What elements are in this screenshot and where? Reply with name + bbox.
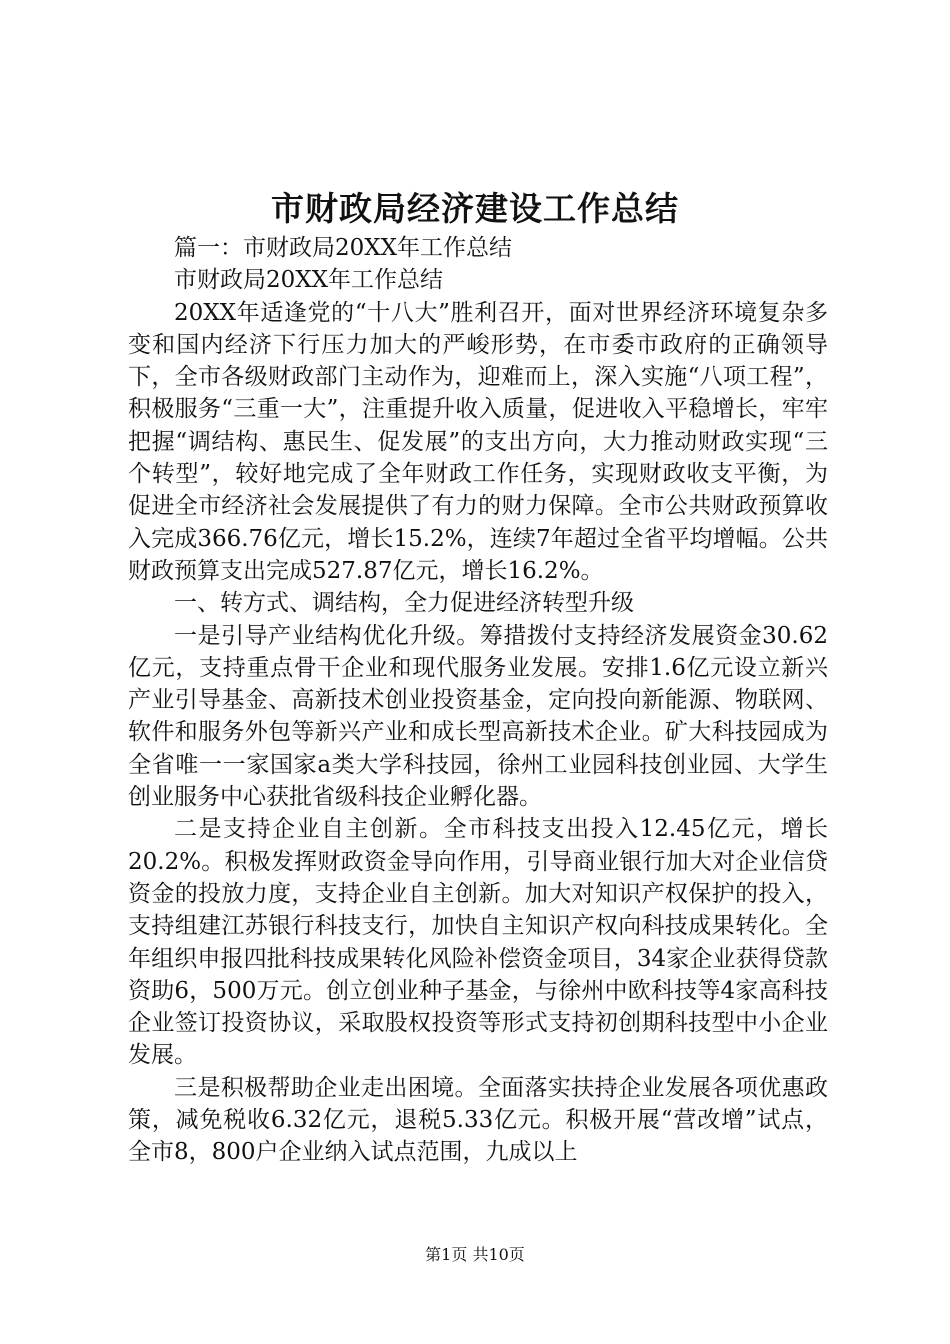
document-body [128, 232, 828, 1169]
paragraph-point-three: 三是积极帮助企业走出困境。全面落实扶持企业发展各项优惠政策，减免税收6.32亿元，退税5.33亿元。积极开展“营改增”试点，全市8，800户企业纳入试点范围，九成以上 [128, 1074, 828, 1166]
page-footer: 第1页 共10页 [425, 1245, 525, 1264]
paragraph-section-heading: 篇一：市财政局20XX年工作总结 [174, 235, 513, 261]
document-title: 市财政局经济建设工作总结 [271, 189, 679, 228]
paragraph-subtitle: 市财政局20XX年工作总结 [174, 267, 444, 294]
paragraph-intro: 20XX年适逢党的“十八大”胜利召开，面对世界经济环境复杂多变和国内经济下行压力加大的严峻形势，在市委市政府的正确领导下，全市各级财政部门主动作为，迎难而上，深入实施“八项工程”，积极服务“三重一大”，注重提升收入质量，促进收入平稳增长，牢牢把握“调结构、惠民生、促发展”的支出方向，大力推动财政实现“三个转型”，较好地完成了全年财政工作任务，实现财政收支平衡，为促进全市经济社会发展提供了有力的财力保障。全市公共财政预算收入完成366.76亿元，增长15.2%，连续7年超过全省平均增幅。公共财政预算支出完成527.87亿元，增长16.2%。 [128, 299, 828, 584]
paragraph-point-one: 一是引导产业结构优化升级。筹措拨付支持经济发展资金30.62亿元，支持重点骨干企业和现代服务业发展。安排1.6亿元设立新兴产业引导基金、高新技术创业投资基金，定向投向新能源、物联网、软件和服务外包等新兴产业和成长型高新技术企业。矿大科技园成为全省唯一一家国家a类大学科技园，徐州工业园科技创业园、大学生创业服务中心获批省级科技企业孵化器。 [128, 622, 828, 811]
paragraph-point-two: 二是支持企业自主创新。全市科技支出投入12.45亿元，增长20.2%。积极发挥财政资金导向作用，引导商业银行加大对企业信贷资金的投放力度，支持企业自主创新。加大对知识产权保护的投入，支持组建江苏银行科技支行，加快自主知识产权向科技成果转化。全年组织申报四批科技成果转化风险补偿资金项目，34家企业获得贷款资助6，500万元。创立创业种子基金，与徐州中欧科技等4家高科技企业签订投资协议，采取股权投资等形式支持初创期科技型中小企业发展。 [128, 816, 828, 1069]
paragraph-part-one-heading: 一、转方式、调结构，全力促进经济转型升级 [174, 590, 634, 617]
